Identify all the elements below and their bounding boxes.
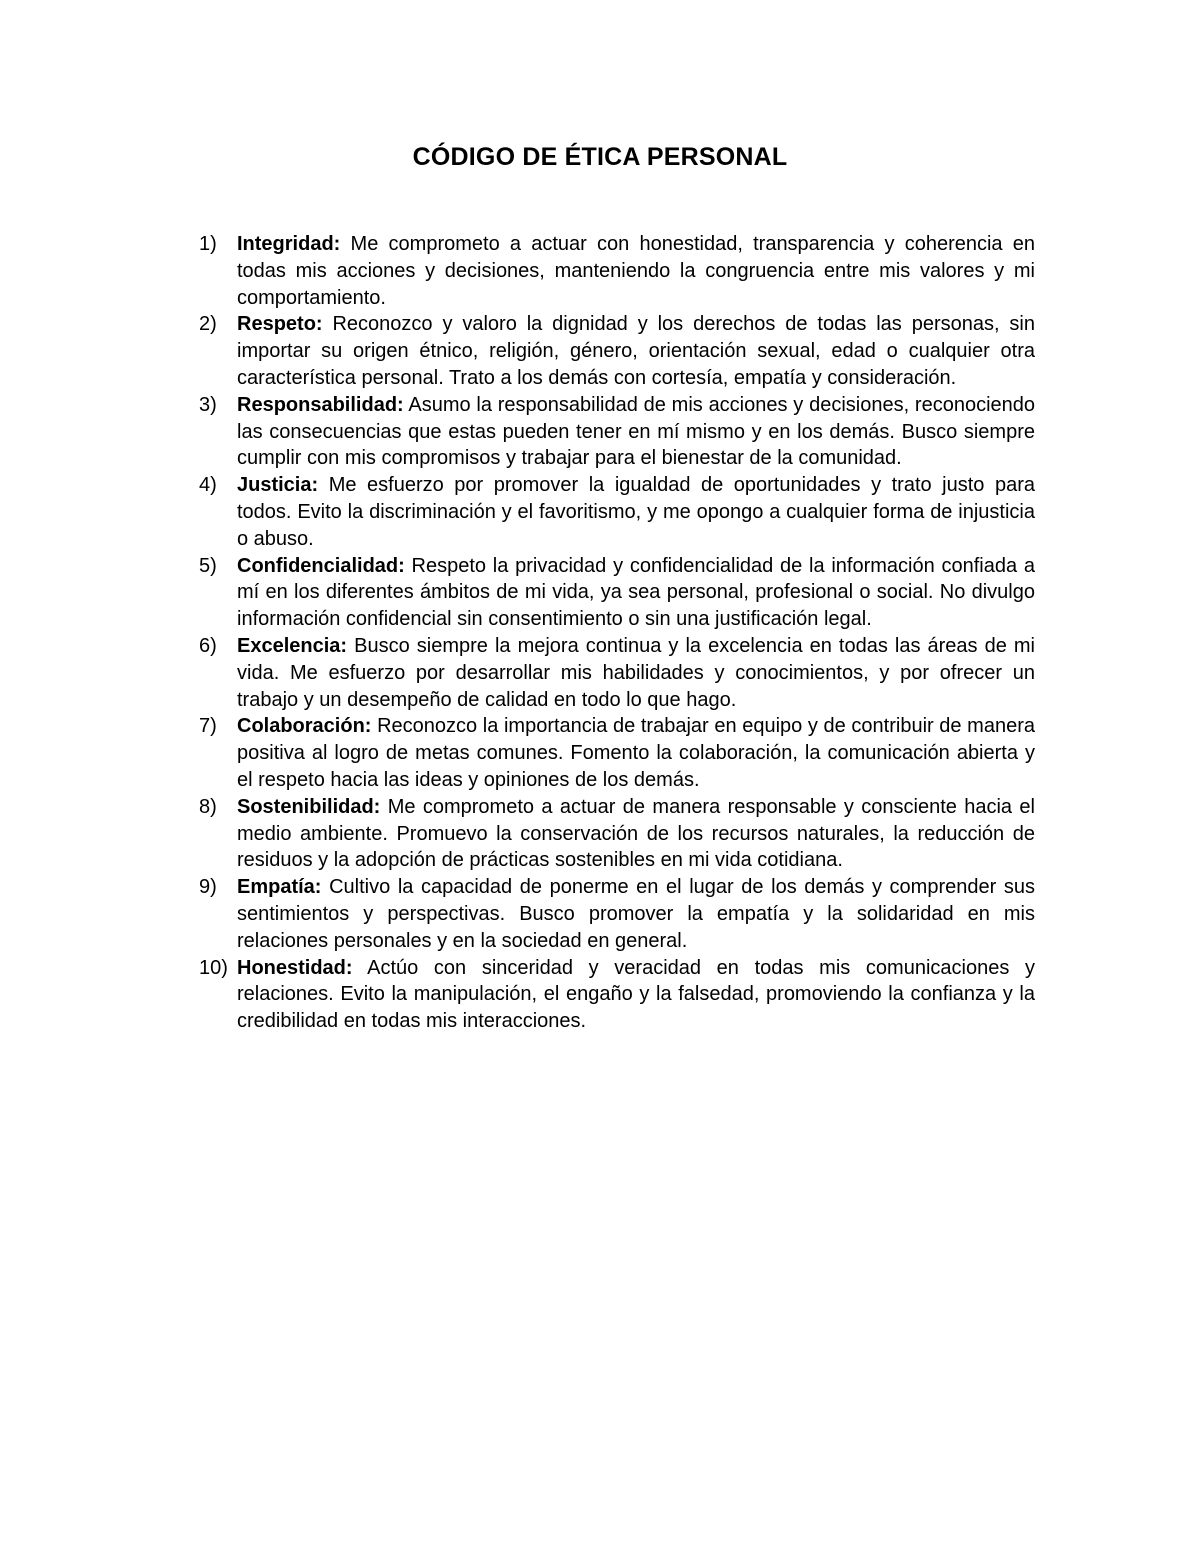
item-term: Honestidad: <box>237 956 353 979</box>
item-term: Respeto: <box>237 313 323 336</box>
page-title: CÓDIGO DE ÉTICA PERSONAL <box>412 143 788 171</box>
item-text: Asumo la responsabilidad de mis acciones y decisiones, reconociendo las consecuencias que estas pueden tener en mí mismo y en los demás. Busco siempre cumplir con mis compromisos y trabajar para el bienestar de la comunidad. <box>237 393 1035 470</box>
item-text: Me comprometo a actuar de manera responsable y consciente hacia el medio ambiente. Promuevo la conservación de los recursos naturales, la reducción de residuos y la adopción de prácticas sostenibles en mi vida cotidiana. <box>237 795 1035 872</box>
item-term: Excelencia: <box>237 634 348 657</box>
item-number: 8) <box>199 795 217 818</box>
item-term: Responsabilidad: <box>237 393 404 416</box>
list-item <box>199 472 1035 552</box>
item-term: Empatía: <box>237 876 322 899</box>
item-text: Respeto la privacidad y confidencialidad de la información confiada a mí en los diferentes ámbitos de mi vida, ya sea personal, profesional o social. No divulgo información confidencial sin consentimiento o sin una justificación legal. <box>237 554 1035 631</box>
list-item <box>199 633 1035 713</box>
item-text: Me comprometo a actuar con honestidad, transparencia y coherencia en todas mis acciones y decisiones, manteniendo la congruencia entre mis valores y mi comportamiento. <box>237 233 1035 309</box>
item-text: Reconozco y valoro la dignidad y los derechos de todas las personas, sin importar su origen étnico, religión, género, orientación sexual, edad o cualquier otra característica personal. Trato a los demás con cortesía, empatía y consideración. <box>237 313 1035 389</box>
item-text: Actúo con sinceridad y veracidad en todas mis comunicaciones y relaciones. Evito la manipulación, el engaño y la falsedad, promoviendo la confianza y la credibilidad en todas mis interacciones. <box>237 956 1035 1033</box>
item-number: 6) <box>199 634 217 657</box>
item-term: Justicia: <box>237 474 319 497</box>
item-term: Colaboración: <box>237 715 372 738</box>
list-item <box>199 955 1035 1035</box>
item-text: Cultivo la capacidad de ponerme en el lugar de los demás y comprender sus sentimientos y perspectivas. Busco promover la empatía y la solidaridad en mis relaciones personales y en la sociedad en general. <box>237 876 1035 952</box>
item-number: 3) <box>199 393 217 416</box>
ethics-list <box>199 231 1035 1035</box>
item-term: Integridad: <box>237 233 341 255</box>
item-text: Busco siempre la mejora continua y la excelencia en todas las áreas de mi vida. Me esfuerzo por desarrollar mis habilidades y conocimientos, y por ofrecer un trabajo y un desempeño de calidad en todo lo que hago. <box>237 634 1035 711</box>
list-item <box>199 874 1035 954</box>
item-number: 9) <box>199 876 217 899</box>
item-number: 10) <box>199 956 228 979</box>
list-item <box>199 311 1035 391</box>
item-term: Sostenibilidad: <box>237 795 381 818</box>
list-item <box>199 553 1035 633</box>
list-item <box>199 392 1035 472</box>
item-number: 2) <box>199 313 217 336</box>
item-number: 1) <box>199 233 217 255</box>
item-text: Me esfuerzo por promover la igualdad de oportunidades y trato justo para todos. Evito la discriminación y el favoritismo, y me opongo a cualquier forma de injusticia o abuso. <box>237 474 1035 550</box>
item-text: Reconozco la importancia de trabajar en equipo y de contribuir de manera positiva al logro de metas comunes. Fomento la colaboración, la comunicación abierta y el respeto hacia las ideas y opiniones de los demás. <box>237 715 1035 791</box>
item-number: 4) <box>199 474 217 497</box>
list-item <box>199 231 1035 311</box>
list-item <box>199 794 1035 874</box>
item-number: 5) <box>199 554 217 577</box>
list-item <box>199 713 1035 793</box>
item-number: 7) <box>199 715 217 738</box>
item-term: Confidencialidad: <box>237 554 405 577</box>
